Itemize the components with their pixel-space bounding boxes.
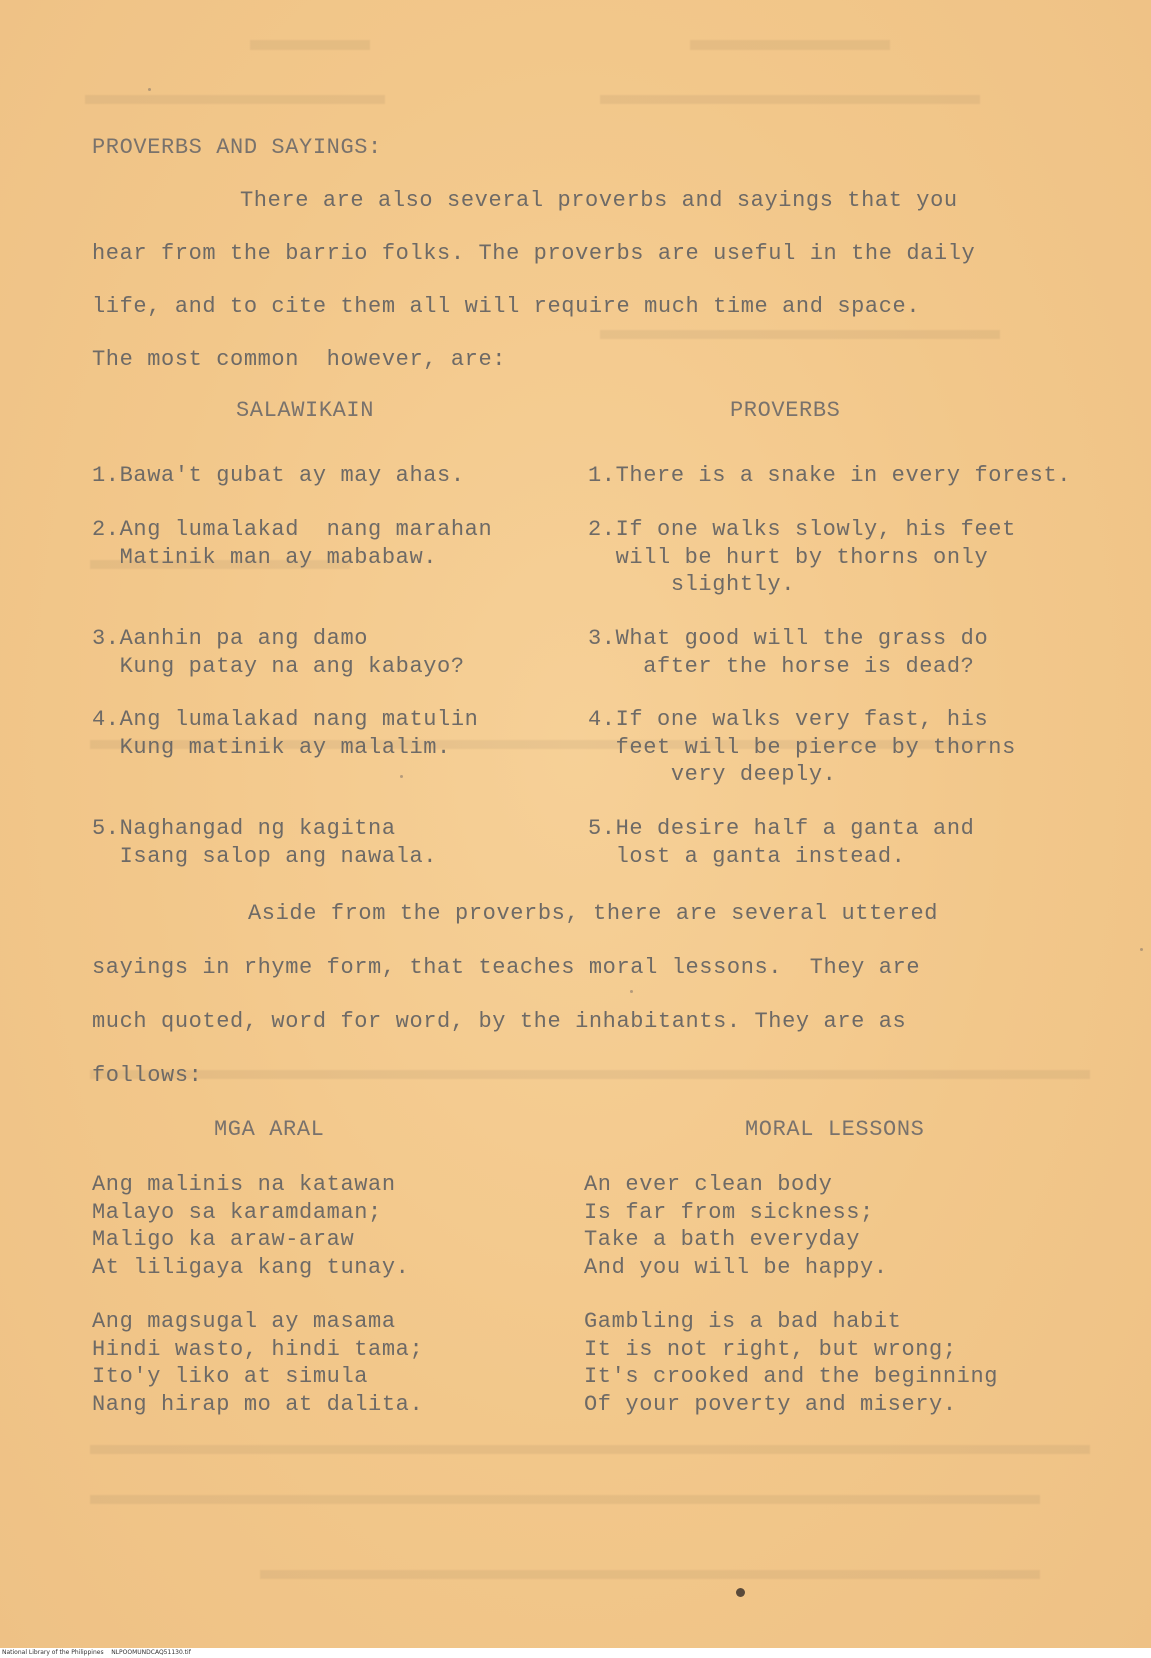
intro-line: The most common however, are: <box>92 347 507 372</box>
sayings-line: sayings in rhyme form, that teaches moral lessons. They are <box>92 955 921 980</box>
intro-line: There are also several proverbs and sayings that you <box>240 188 958 213</box>
archive-footer: National Library of the Philippines NLPOOMUNDCAQ51130.tif <box>0 1648 1151 1658</box>
aral-stanza: Ang malinis na katawan Malayo sa karamdaman; Maligo ka araw-araw At liligaya kang tunay. <box>92 1172 410 1280</box>
salawikain-item: 2.Ang lumalakad nang marahan Matinik man ay mababaw. <box>92 517 493 570</box>
section-title: PROVERBS AND SAYINGS: <box>92 135 382 160</box>
ink-speck <box>148 88 151 91</box>
ink-speck <box>1140 948 1143 951</box>
intro-line: hear from the barrio folks. The proverbs are useful in the daily <box>92 241 976 266</box>
moral-lessons-header: MORAL LESSONS <box>745 1117 925 1142</box>
salawikain-item: 5.Naghangad ng kagitna Isang salop ang nawala. <box>92 816 438 869</box>
proverb-item: 1.There is a snake in every forest. <box>588 463 1072 488</box>
ink-speck <box>400 775 403 778</box>
mga-aral-header: MGA ARAL <box>214 1117 325 1142</box>
ink-speck <box>630 990 633 993</box>
aral-stanza: Ang magsugal ay masama Hindi wasto, hindi tama; Ito'y liko at simula Nang hirap mo at dalita. <box>92 1309 424 1417</box>
salawikain-item: 3.Aanhin pa ang damo Kung patay na ang kabayo? <box>92 626 465 679</box>
proverb-item: 3.What good will the grass do after the horse is dead? <box>588 626 989 679</box>
proverb-item: 5.He desire half a ganta and lost a ganta instead. <box>588 816 975 869</box>
proverb-item: 4.If one walks very fast, his feet will be pierce by thorns very deeply. <box>588 707 1016 787</box>
sayings-line: much quoted, word for word, by the inhabitants. They are as <box>92 1009 907 1034</box>
salawikain-item: 4.Ang lumalakad nang matulin Kung matinik ay malalim. <box>92 707 479 760</box>
sayings-line: Aside from the proverbs, there are several uttered <box>248 901 939 926</box>
ink-dot <box>736 1588 745 1597</box>
lesson-stanza: Gambling is a bad habit It is not right, but wrong; It's crooked and the beginning Of your poverty and misery. <box>584 1309 999 1417</box>
salawikain-header: SALAWIKAIN <box>236 398 375 423</box>
intro-line: life, and to cite them all will require much time and space. <box>92 294 921 319</box>
proverbs-header: PROVERBS <box>730 398 841 423</box>
lesson-stanza: An ever clean body Is far from sickness; Take a bath everyday And you will be happy. <box>584 1172 888 1280</box>
sayings-line: follows: <box>92 1063 203 1088</box>
salawikain-item: 1.Bawa't gubat ay may ahas. <box>92 463 465 488</box>
proverb-item: 2.If one walks slowly, his feet will be hurt by thorns only slightly. <box>588 517 1016 597</box>
